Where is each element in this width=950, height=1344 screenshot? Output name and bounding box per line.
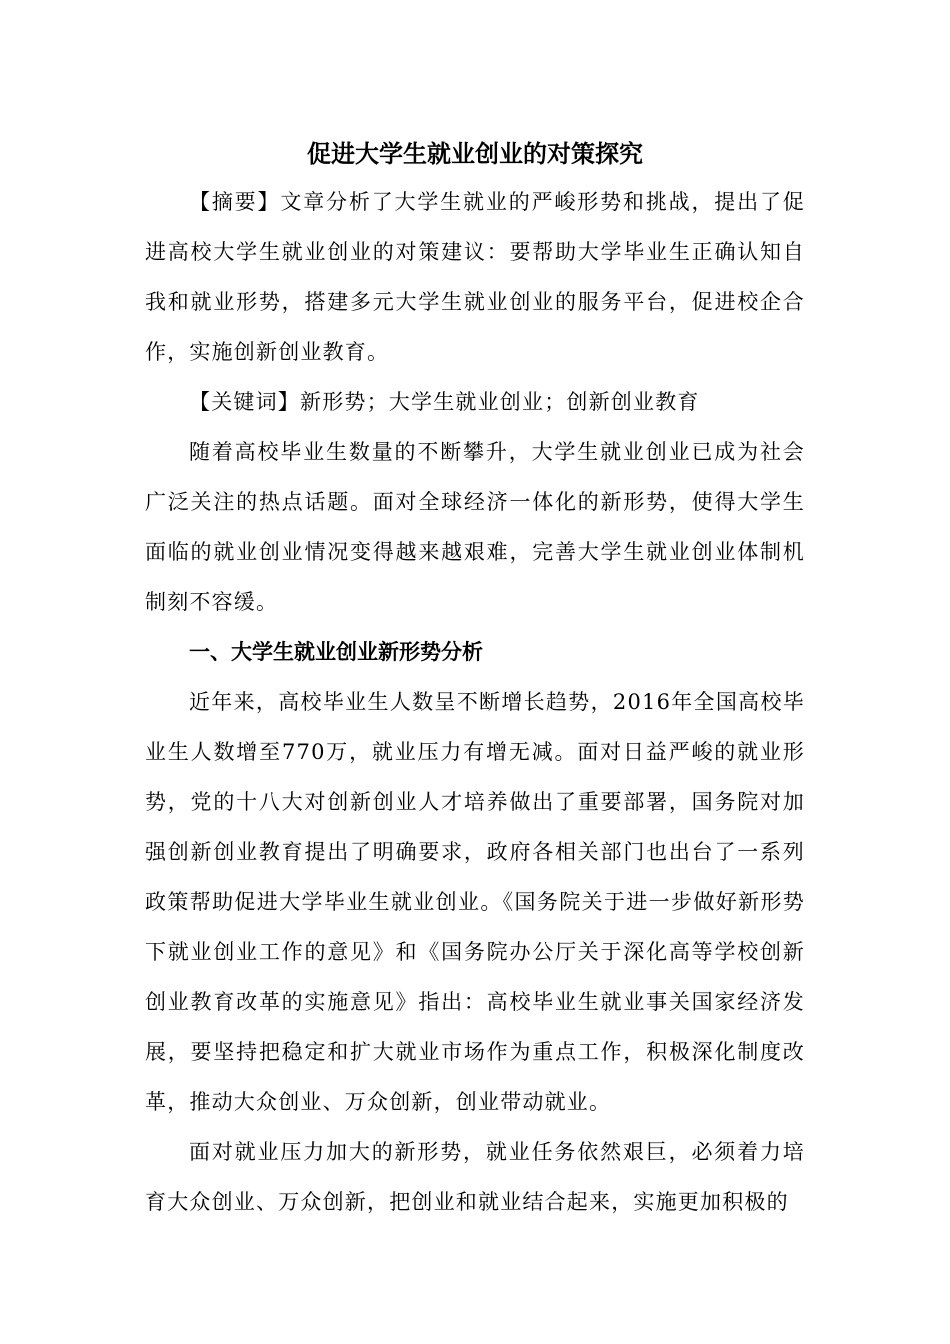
document-title: 促进大学生就业创业的对策探究 [307,140,643,168]
intro-paragraph: 随着高校毕业生数量的不断攀升，大学生就业创业已成为社会广泛关注的热点话题。面对全球经济一体化的新形势，使得大学生面临的就业创业情况变得越来越艰难，完善大学生就业创业体制机制刻不容缓。 [145,440,805,614]
abstract-paragraph: 【摘要】文章分析了大学生就业的严峻形势和挑战，提出了促进高校大学生就业创业的对策建议：要帮助大学毕业生正确认知自我和就业形势，搭建多元大学生就业创业的服务平台，促进校企合作，实施创新创业教育。 [145,190,805,364]
section-paragraph: 近年来，高校毕业生人数呈不断增长趋势，2016年全国高校毕业生人数增至770万，就业压力有增无减。面对日益严峻的就业形势，党的十八大对创新创业人才培养做出了重要部署，国务院对加强创新创业教育提出了明确要求，政府各相关部门也出台了一系列政策帮助促进大学毕业生就业创业。《国务院关于进一步做好新形势下就业创业工作的意见》和《国务院办公厅关于深化高等学校创新创业教育改革的实施意见》指出：高校毕业生就业事关国家经济发展，要坚持把稳定和扩大就业市场作为重点工作，积极深化制度改革，推动大众创业、万众创新，创业带动就业。 [145,690,805,1114]
section-heading: 一、大学生就业创业新形势分析 [189,640,483,664]
keywords-paragraph: 【关键词】新形势；大学生就业创业；创新创业教育 [189,390,700,414]
section-paragraph: 面对就业压力加大的新形势，就业任务依然艰巨，必须着力培育大众创业、万众创新，把创业和就业结合起来，实施更加积极的 [145,1140,805,1214]
